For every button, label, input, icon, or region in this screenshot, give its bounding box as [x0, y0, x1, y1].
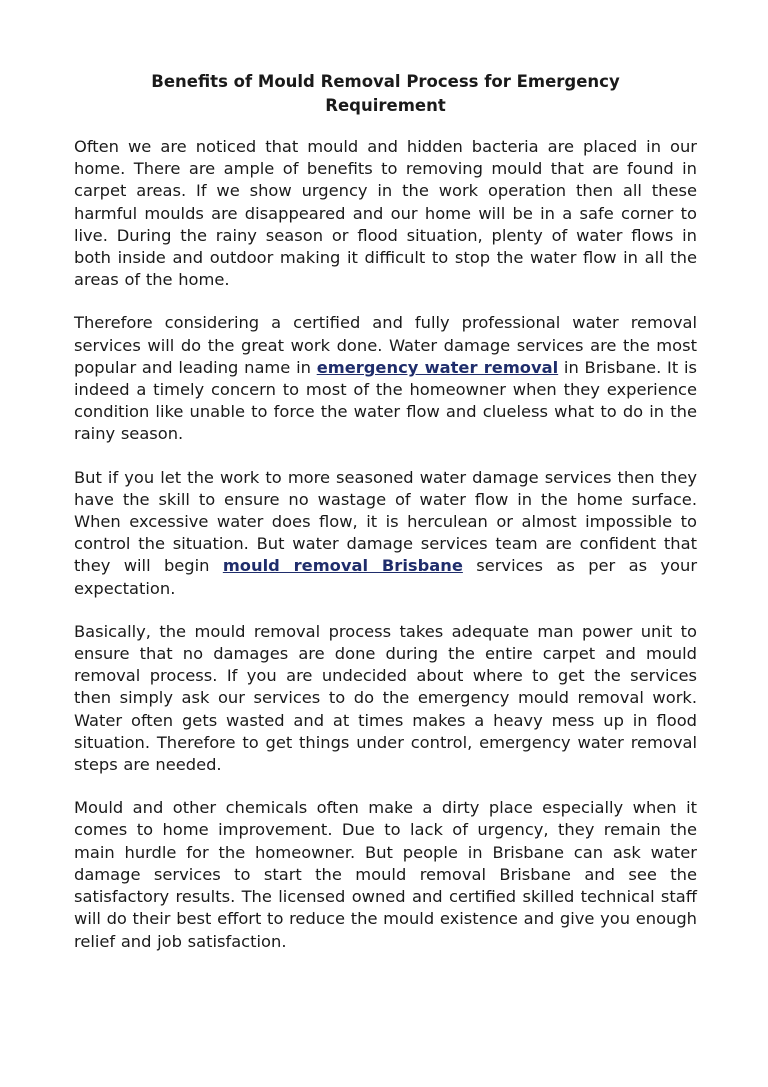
document-page	[74, 70, 697, 974]
document-title: Benefits of Mould Removal Process for Emergency Requirement	[151, 72, 620, 115]
paragraph-3-text-before: But if you let the work to more seasoned water damage services then they have the skill to ensure no wastage of water flow in the home surface. When excessive water does flow, it is herculean or almost impossible to control the situation. But water damage services team are confident that they will begin	[74, 467, 697, 576]
paragraph-1: Often we are noticed that mould and hidden bacteria are placed in our home. There are ample of benefits to removing mould that are found in carpet areas. If we show urgency in the work operation then all these harmful moulds are disappeared and our home will be in a safe corner to live. During the rainy season or flood situation, plenty of water flows in both inside and outdoor making it difficult to stop the water flow in all the areas of the home.	[74, 137, 697, 290]
mould-removal-brisbane-link[interactable]: mould removal Brisbane	[222, 556, 463, 576]
paragraph-2	[74, 312, 697, 445]
paragraph-3	[74, 467, 697, 600]
paragraph-4: Basically, the mould removal process takes adequate man power unit to ensure that no damages are done during the entire carpet and mould removal process. If you are undecided about where to get the services then simply ask our services to do the emergency mould removal work. Water often gets wasted and at times makes a heavy mess up in flood situation. Therefore to get things under control, emergency water removal steps are needed.	[74, 621, 697, 775]
paragraph-5: Mould and other chemicals often make a dirty place especially when it comes to home improvement. Due to lack of urgency, they remain the main hurdle for the homeowner. But people in Brisbane can ask water damage services to start the mould removal Brisbane and see the satisfactory results. The licensed owned and certified skilled technical staff will do their best effort to reduce the mould existence and give you enough relief and job satisfaction.	[74, 798, 697, 951]
paragraph-3-text-after: services as per as your expectation.	[74, 556, 698, 598]
paragraph-2-text-before: Therefore considering a certified and fully professional water removal services will do the great work done. Water damage services are the most popular and leading name in	[74, 313, 697, 377]
emergency-water-removal-link[interactable]: emergency water removal	[316, 357, 559, 377]
paragraph-2-text-after: in Brisbane. It is indeed a timely concern to most of the homeowner when they experience condition like unable to force the water flow and clueless what to do in the rainy season.	[74, 357, 697, 444]
